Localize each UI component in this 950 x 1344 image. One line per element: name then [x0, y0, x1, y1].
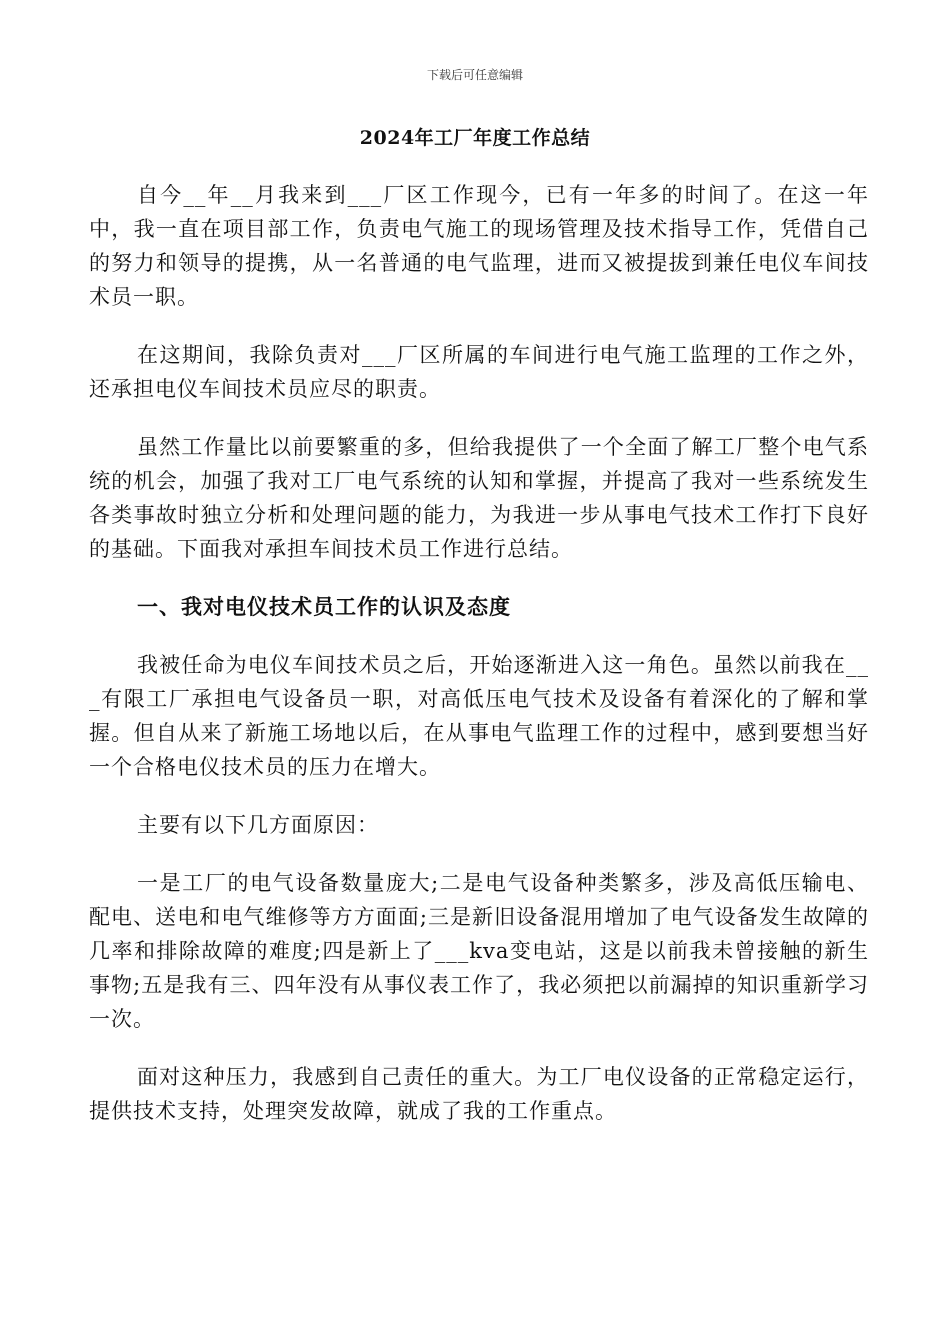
paragraph-reasons-list: 一是工厂的电气设备数量庞大;二是电气设备种类繁多，涉及高低压输电、配电、送电和电气维修等方方面面;三是新旧设备混用增加了电气设备发生故障的几率和排除故障的难度;四是新上了___kva变电站，这是以前我未曾接触的新生事物;五是我有三、四年没有从事仪表工作了，我必须把以前漏掉的知识重新学习一次。	[89, 871, 869, 1031]
document-body	[89, 178, 869, 1152]
document-title: 2024年工厂年度工作总结	[359, 127, 591, 149]
paragraph-workload: 虽然工作量比以前要繁重的多，但给我提供了一个全面了解工厂整个电气系统的机会，加强了我对工厂电气系统的认知和掌握，并提高了我对一些系统发生各类事故时独立分析和处理问题的能力，为我进一步从事电气技术工作打下良好的基础。下面我对承担车间技术员工作进行总结。	[89, 435, 869, 561]
header-note: 下载后可任意编辑	[426, 68, 523, 82]
paragraph-pressure: 面对这种压力，我感到自己责任的重大。为工厂电仪设备的正常稳定运行，提供技术支持，处理突发故障，就成了我的工作重点。	[89, 1065, 869, 1123]
paragraph-role: 我被任命为电仪车间技术员之后，开始逐渐进入这一角色。虽然以前我在___有限工厂承担电气设备员一职，对高低压电气技术及设备有着深化的了解和掌握。但自从来了新施工场地以后，在从事电气监理工作的过程中，感到要想当好一个合格电仪技术员的压力在增大。	[89, 653, 869, 779]
paragraph-intro: 自今__年__月我来到___厂区工作现今，已有一年多的时间了。在这一年中，我一直在项目部工作，负责电气施工的现场管理及技术指导工作，凭借自己的努力和领导的提携，从一名普通的电气监理，进而又被提拔到兼任电仪车间技术员一职。	[89, 183, 869, 309]
section-heading: 一、我对电仪技术员工作的认识及态度	[137, 594, 511, 619]
paragraph-duties: 在这期间，我除负责对___厂区所属的车间进行电气施工监理的工作之外，还承担电仪车间技术员应尽的职责。	[89, 343, 869, 401]
paragraph-reasons-intro: 主要有以下几方面原因：	[137, 813, 379, 837]
